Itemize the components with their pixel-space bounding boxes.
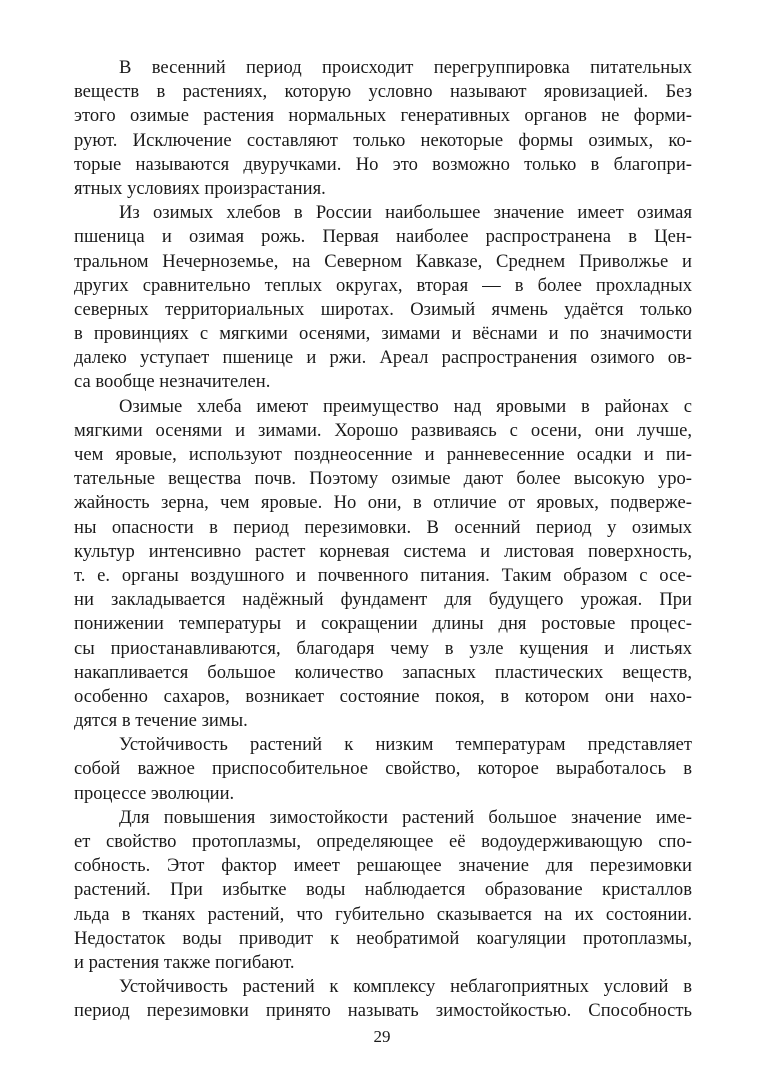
text-line: культур интенсивно растет корневая система и листовая поверхность,	[74, 540, 692, 562]
text-line: Для повышения зимостойкости растений большое значение име-	[119, 806, 692, 828]
text-line: процессе эволюции.	[74, 782, 235, 804]
text-line: веществ в растениях, которую условно называют яровизацией. Без	[74, 81, 692, 103]
text-line: мягкими осенями и зимами. Хорошо развиваясь с осени, они лучше,	[74, 419, 692, 441]
text-line: Недостаток воды приводит к необратимой коагуляции протоплазмы,	[74, 927, 692, 949]
text-line: собой важное приспособительное свойство, которое выработалось в	[74, 758, 692, 780]
text-line: жайность зерна, чем яровые. Но они, в отличие от яровых, подвержe-	[74, 492, 692, 514]
paragraph-6	[74, 975, 692, 1023]
paragraph-3	[74, 395, 692, 734]
document-page	[74, 56, 692, 1024]
text-line: накапливается большое количество запасных пластических веществ,	[74, 661, 692, 683]
text-line: этого озимые растения нормальных генеративных органов не форми-	[74, 105, 692, 127]
text-line: других сравнительно теплых округах, вторая — в более прохладных	[74, 274, 692, 296]
paragraph-2	[74, 201, 692, 395]
text-line: северных территориальных широтах. Озимый ячмень удаётся только	[74, 298, 692, 320]
paragraph-4	[74, 733, 692, 806]
text-line: В весенний период происходит перегруппировка питательных	[119, 57, 692, 78]
text-line: в провинциях с мягкими осенями, зимами и вёснами и по значимости	[74, 323, 692, 345]
text-line: пшеница и озимая рожь. Первая наиболее распространена в Цен-	[74, 226, 692, 248]
text-line: растений. При избытке воды наблюдается образование кристаллов	[74, 879, 692, 901]
text-line: ет свойство протоплазмы, определяющее её водоудерживающую спо-	[74, 831, 692, 852]
text-line: Из озимых хлебов в России наибольшее значение имеет озимая	[119, 202, 692, 224]
text-line: льда в тканях растений, что губительно сказывается на их состоянии.	[74, 903, 692, 925]
text-line: ни закладывается надёжный фундамент для будущего урожая. При	[74, 589, 692, 611]
text-line: торые называются двуручками. Но это возможно только в благопри-	[74, 153, 692, 175]
text-line: Устойчивость растений к комплексу неблагоприятных условий в	[119, 976, 692, 998]
text-line: период перезимовки принято называть зимостойкостью. Способность	[74, 1000, 692, 1022]
text-line: собность. Этот фактор имеет решающее значение для перезимовки	[74, 855, 692, 877]
text-line: ны опасности в период перезимовки. В осенний период у озимых	[74, 516, 692, 538]
text-line: сы приостанавливаются, благодаря чему в узле кущения и листьях	[74, 637, 692, 659]
text-line: тральном Нечерноземье, на Северном Кавказе, Среднем Приволжье и	[74, 250, 692, 272]
text-line: дятся в течение зимы.	[74, 710, 248, 732]
text-line: особенно сахаров, возникает состояние покоя, в котором они нахо-	[74, 685, 692, 707]
text-line: чем яровые, используют позднеосенние и ранневесенние осадки и пи-	[74, 444, 692, 465]
page-number: 29	[373, 1027, 391, 1046]
text-line: руют. Исключение составляют только некоторые формы озимых, ко-	[74, 129, 692, 151]
paragraph-1	[74, 56, 692, 201]
paragraph-5	[74, 806, 692, 975]
text-line: понижении температуры и сокращении длины дня ростовые процес-	[74, 613, 692, 635]
text-line: ятных условиях произрастания.	[74, 177, 326, 199]
text-line: т. е. органы воздушного и почвенного питания. Таким образом с осе-	[74, 564, 692, 586]
text-line: Устойчивость растений к низким температурам представляет	[119, 734, 692, 756]
text-line: Озимые хлеба имеют преимущество над яровыми в районах с	[119, 395, 692, 417]
text-line: и растения также погибают.	[74, 951, 295, 973]
text-line: далеко уступает пшенице и ржи. Ареал распространения озимого ов-	[74, 347, 692, 369]
text-line: тательные вещества почв. Поэтому озимые дают более высокую уро-	[74, 468, 692, 490]
text-line: са вообще незначителен.	[74, 371, 271, 393]
